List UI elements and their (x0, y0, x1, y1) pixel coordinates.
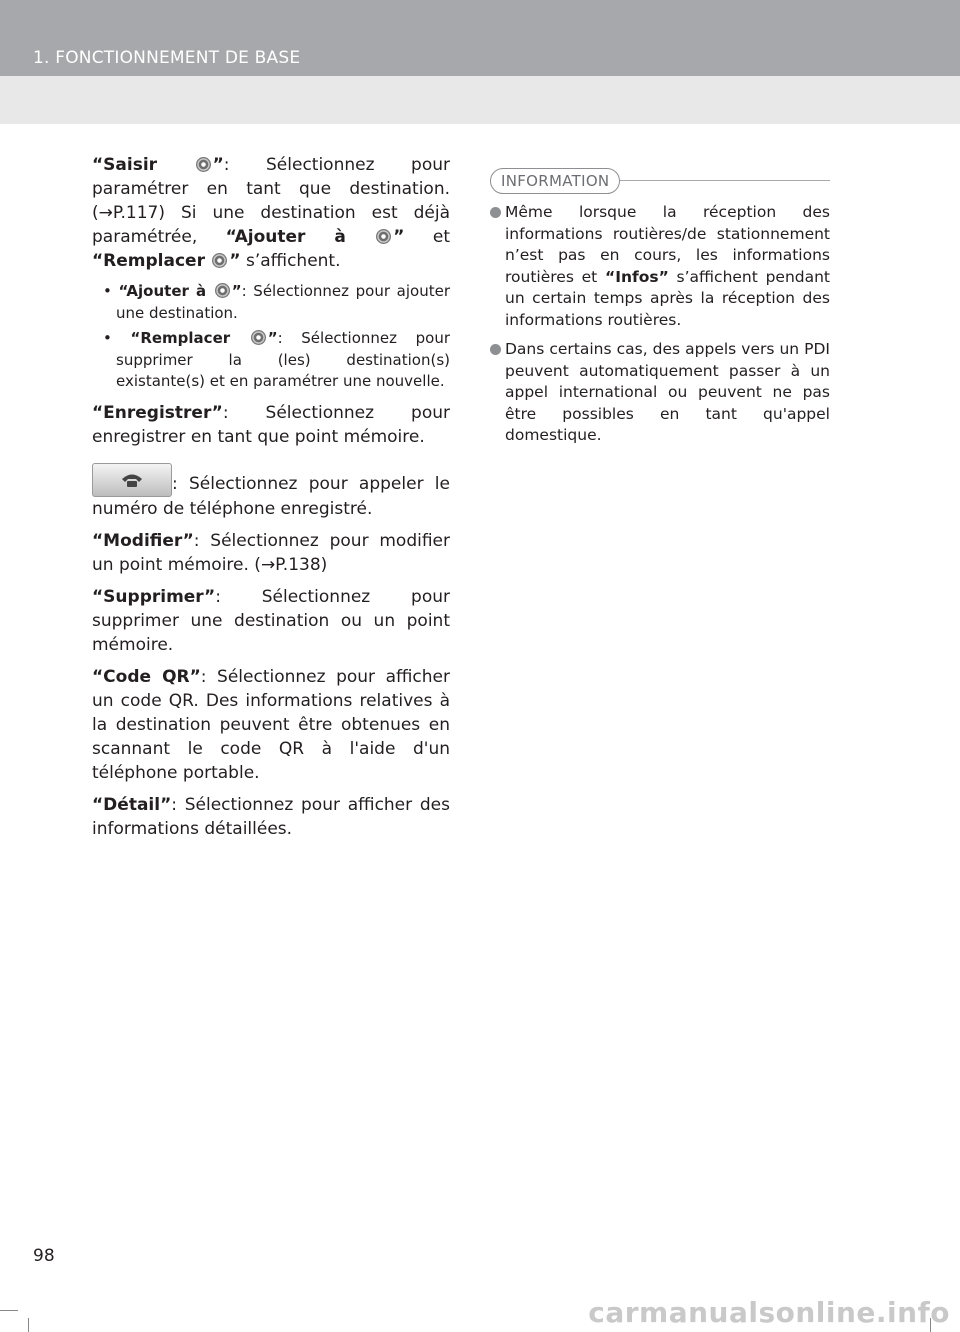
term-remplacer-end: ” (229, 251, 241, 271)
sub-item-remplacer (92, 328, 450, 393)
term-end: ” (267, 329, 278, 347)
text: et (404, 227, 450, 247)
disc-icon (251, 330, 266, 345)
term-ajouter: “Ajouter à (118, 282, 207, 300)
term-enregistrer: “Enregistrer” (92, 402, 223, 423)
bullet-icon (490, 344, 501, 355)
term-infos: “Infos” (605, 267, 669, 286)
bullet-icon (490, 207, 501, 218)
bullet: • (103, 329, 112, 347)
term-ajouter: “Ajouter à (225, 227, 346, 247)
crop-mark (28, 1318, 29, 1332)
text: ) Si une destination est déjà paramétrée, (92, 203, 450, 247)
watermark: carmanualsonline.info (588, 1296, 950, 1329)
term-modifier: “Modifier” (92, 530, 194, 551)
information-item (490, 339, 830, 447)
page-reference: →P.117 (98, 203, 159, 223)
term-ajouter-end: ” (393, 227, 405, 247)
term-saisir: “Saisir (92, 155, 158, 175)
paragraph-code-qr (92, 665, 450, 785)
text: : Sélectionnez pour supprimer une destination ou un point mémoire. (92, 586, 450, 655)
disc-icon (215, 283, 230, 298)
information-list (490, 202, 830, 447)
text: : Sélectionnez pour ajouter une destination. (116, 282, 450, 322)
disc-icon (196, 157, 211, 172)
information-header (490, 168, 830, 194)
text: : Sélectionnez pour appeler le numéro de téléphone enregistré. (92, 473, 450, 519)
information-label: INFORMATION (490, 168, 620, 194)
paragraph-enregistrer (92, 401, 450, 449)
paragraph-detail (92, 793, 450, 841)
term-end: ” (231, 282, 242, 300)
paragraph-saisir (92, 153, 450, 273)
phone-button[interactable] (92, 463, 172, 497)
text: : Sélectionnez pour paramétrer en tant que destination. ( (92, 155, 450, 223)
term-detail: “Détail” (92, 794, 172, 815)
paragraph-supprimer (92, 585, 450, 657)
disc-icon (376, 229, 391, 244)
text: : Sélectionnez pour supprimer la (les) destination(s) existante(s) et en paramétrer une nouvelle. (116, 329, 450, 390)
section-title: 1. FONCTIONNEMENT DE BASE (33, 48, 301, 68)
term-remplacer: “Remplacer (92, 251, 205, 271)
text: : Sélectionnez pour afficher des informations détaillées. (92, 794, 450, 839)
text: : Sélectionnez pour modifier un point mémoire. ( (92, 530, 450, 575)
text: : Sélectionnez pour afficher un code QR. Des informations relatives à la destination peuvent être obtenues en scannant le code QR à l'aide d'un téléphone portable. (92, 666, 450, 783)
sub-item-ajouter (92, 281, 450, 324)
page-reference: →P.138 (260, 554, 321, 575)
text: ) (320, 554, 328, 575)
term-saisir-end: ” (212, 155, 224, 175)
text: s’affichent pendant un certain temps après la réception des informations routières. (505, 267, 831, 329)
disc-icon (212, 253, 227, 268)
term-code-qr: “Code QR” (92, 666, 201, 687)
term-remplacer: “Remplacer (130, 329, 231, 347)
information-item (490, 202, 830, 331)
term-supprimer: “Supprimer” (92, 586, 216, 607)
bullet: • (103, 282, 112, 300)
page-number: 98 (33, 1246, 55, 1266)
phone-icon (120, 471, 144, 489)
paragraph-phone (92, 463, 450, 521)
header-bar (0, 0, 960, 76)
crop-mark (0, 1310, 18, 1311)
paragraph-modifier (92, 529, 450, 577)
left-column (92, 153, 450, 849)
text: Dans certains cas, des appels vers un PDI peuvent automatiquement passer à un appel international ou peuvent ne pas être possibles en tant qu'appel domestique. (505, 340, 830, 444)
text: s’affichent. (240, 251, 341, 271)
information-box (490, 168, 830, 455)
text: Même lorsque la réception des informations routières/de stationnement n’est pas en cours, les informations routières et (505, 203, 830, 286)
text: : Sélectionnez pour enregistrer en tant que point mémoire. (92, 402, 450, 447)
